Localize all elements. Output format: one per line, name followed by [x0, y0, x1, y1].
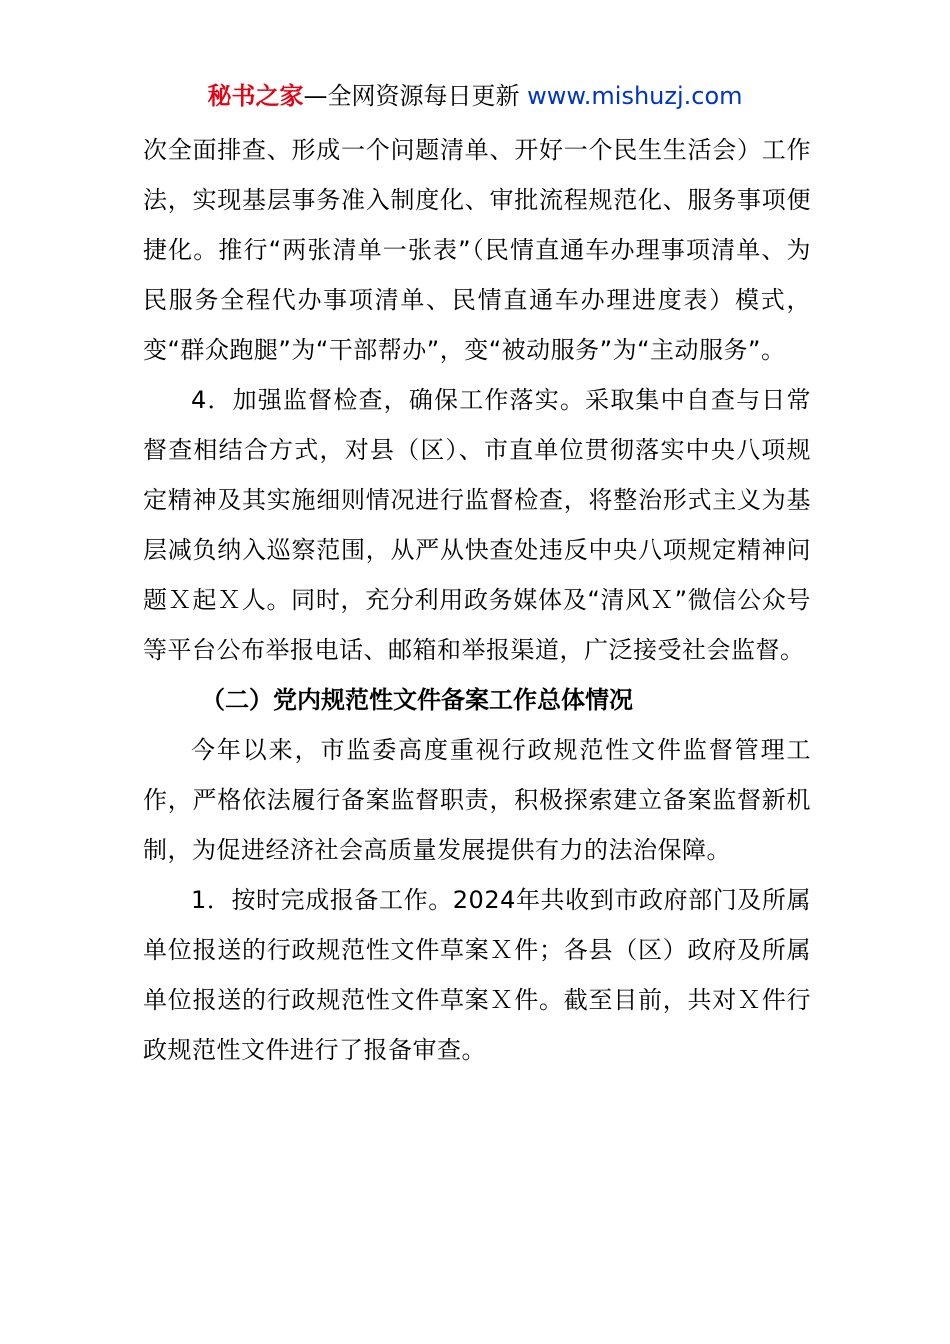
section-heading: （二）党内规范性文件备案工作总体情况: [201, 686, 633, 714]
brand-name: 秘书之家: [207, 82, 304, 110]
paragraph-filing: 1．按时完成报备工作。2024年共收到市政府部门及所属单位报送的行政规范性文件草案Ｘ件；各县（区）政府及所属单位报送的行政规范性文件草案Ｘ件。截至目前，共对Ｘ件行政规范性文件进行了报备审查。: [143, 886, 811, 1064]
paragraph-continuation: 次全面排查、形成一个问题清单、开好一个民生生活会）工作法，实现基层事务准入制度化、审批流程规范化、服务事项便捷化。推行“两张清单一张表”（民情直通车办理事项清单、为民服务全程代办事项清单、民情直通车办理进度表）模式，变“群众跑腿”为“干部帮办”，变“被动服务”为“主动服务”。: [143, 136, 811, 364]
paragraph-supervision: 4．加强监督检查，确保工作落实。采取集中自查与日常督查相结合方式，对县（区）、市直单位贯彻落实中央八项规定精神及其实施细则情况进行监督检查，将整治形式主义为基层减负纳入巡察范围，从严从快查处违反中央八项规定精神问题Ｘ起Ｘ人。同时，充分利用政务媒体及“清风Ｘ”微信公众号等平台公布举报电话、邮箱和举报渠道，广泛接受社会监督。: [143, 386, 811, 664]
paragraph-overview: 今年以来，市监委高度重视行政规范性文件监督管理工作，严格依法履行备案监督职责，积极探索建立备案监督新机制，为促进经济社会高质量发展提供有力的法治保障。: [143, 736, 811, 864]
header-tagline: —全网资源每日更新: [303, 82, 520, 110]
document-body: [143, 125, 811, 1075]
site-url-link[interactable]: www.mishuzj.com: [527, 82, 743, 110]
site-header: [0, 80, 950, 112]
